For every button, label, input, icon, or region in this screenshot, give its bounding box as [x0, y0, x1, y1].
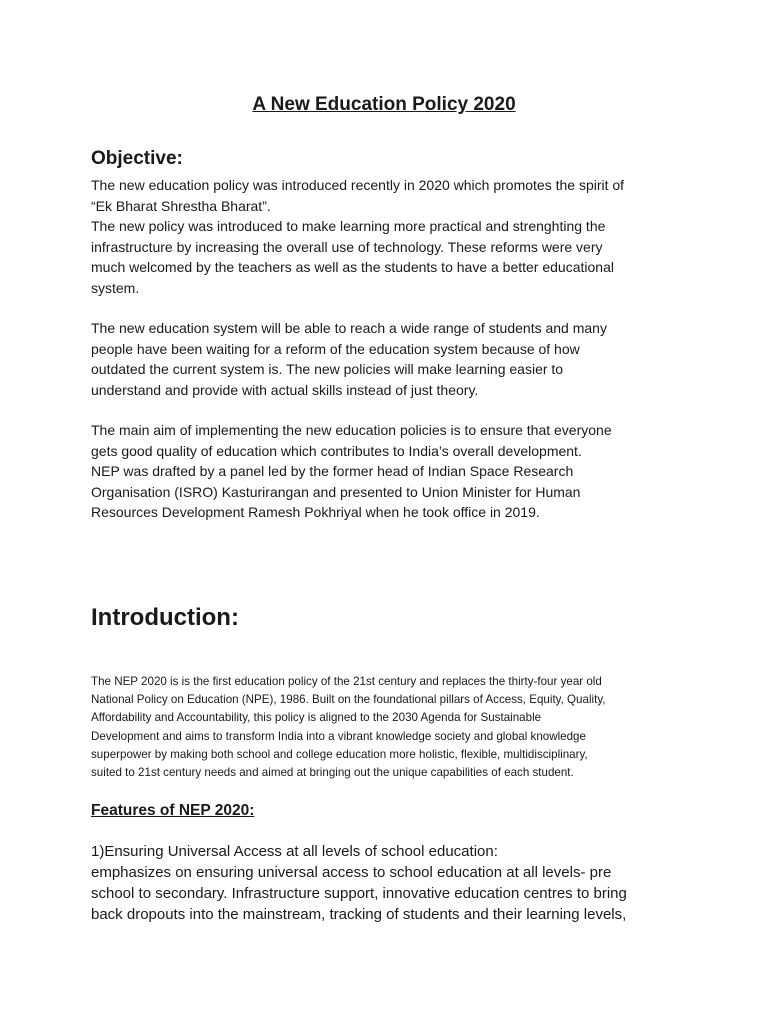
document-title: A New Education Policy 2020	[252, 94, 516, 115]
introduction-heading: Introduction:	[91, 604, 239, 631]
text-line: Affordability and Accountability, this policy is aligned to the 2030 Agenda for Sustainable	[91, 711, 542, 725]
objective-heading: Objective:	[91, 148, 183, 169]
objective-paragraph-1	[91, 175, 691, 298]
text-line: The NEP 2020 is is the first education policy of the 21st century and replaces the thirty-four year old	[91, 675, 602, 688]
text-line: gets good quality of education which contributes to India’s overall development.	[91, 442, 582, 459]
text-line: The new education system will be able to reach a wide range of students and many	[91, 320, 607, 336]
text-line: National Policy on Education (NPE), 1986. Built on the foundational pillars of Access, Equity, Quality,	[91, 693, 606, 707]
text-line: NEP was drafted by a panel led by the former head of Indian Space Research	[91, 463, 574, 479]
text-line: outdated the current system is. The new policies will make learning easier to	[91, 361, 564, 377]
text-line: Resources Development Ramesh Pokhriyal when he took office in 2019.	[91, 504, 540, 520]
features-heading: Features of NEP 2020:	[91, 802, 255, 819]
text-line: The new policy was introduced to make learning more practical and strenghting the	[91, 218, 606, 234]
introduction-paragraph	[91, 673, 691, 782]
text-line: “Ek Bharat Shrestha Bharat”.	[91, 197, 271, 214]
text-line: Development and aims to transform India into a vibrant knowledge society and global knowledge	[91, 729, 586, 743]
objective-paragraph-2	[91, 318, 691, 400]
text-line: superpower by making both school and college education more holistic, flexible, multidisciplinary,	[91, 747, 588, 761]
text-line: much welcomed by the teachers as well as the students to have a better educational	[91, 259, 614, 275]
text-line: The main aim of implementing the new education policies is to ensure that everyone	[91, 422, 612, 438]
text-line: The new education policy was introduced recently in 2020 which promotes the spirit of	[91, 177, 625, 193]
text-line: suited to 21st century needs and aimed at bringing out the unique capabilities of each student.	[91, 766, 574, 780]
text-line: 1)Ensuring Universal Access at all levels of school education:	[91, 843, 498, 860]
text-line: system.	[91, 279, 140, 296]
text-line: understand and provide with actual skills instead of just theory.	[91, 381, 479, 398]
text-line: people have been waiting for a reform of the education system because of how	[91, 340, 580, 357]
text-line: emphasizes on ensuring universal access to school education at all levels- pre	[91, 864, 612, 881]
text-line: school to secondary. Infrastructure support, innovative education centres to bring	[91, 885, 627, 902]
objective-paragraph-3	[91, 420, 691, 523]
text-line: infrastructure by increasing the overall use of technology. These reforms were very	[91, 238, 603, 255]
text-line: Organisation (ISRO) Kasturirangan and presented to Union Minister for Human	[91, 483, 581, 500]
features-paragraph	[91, 841, 711, 925]
text-line: back dropouts into the mainstream, tracking of students and their learning levels,	[91, 906, 627, 923]
